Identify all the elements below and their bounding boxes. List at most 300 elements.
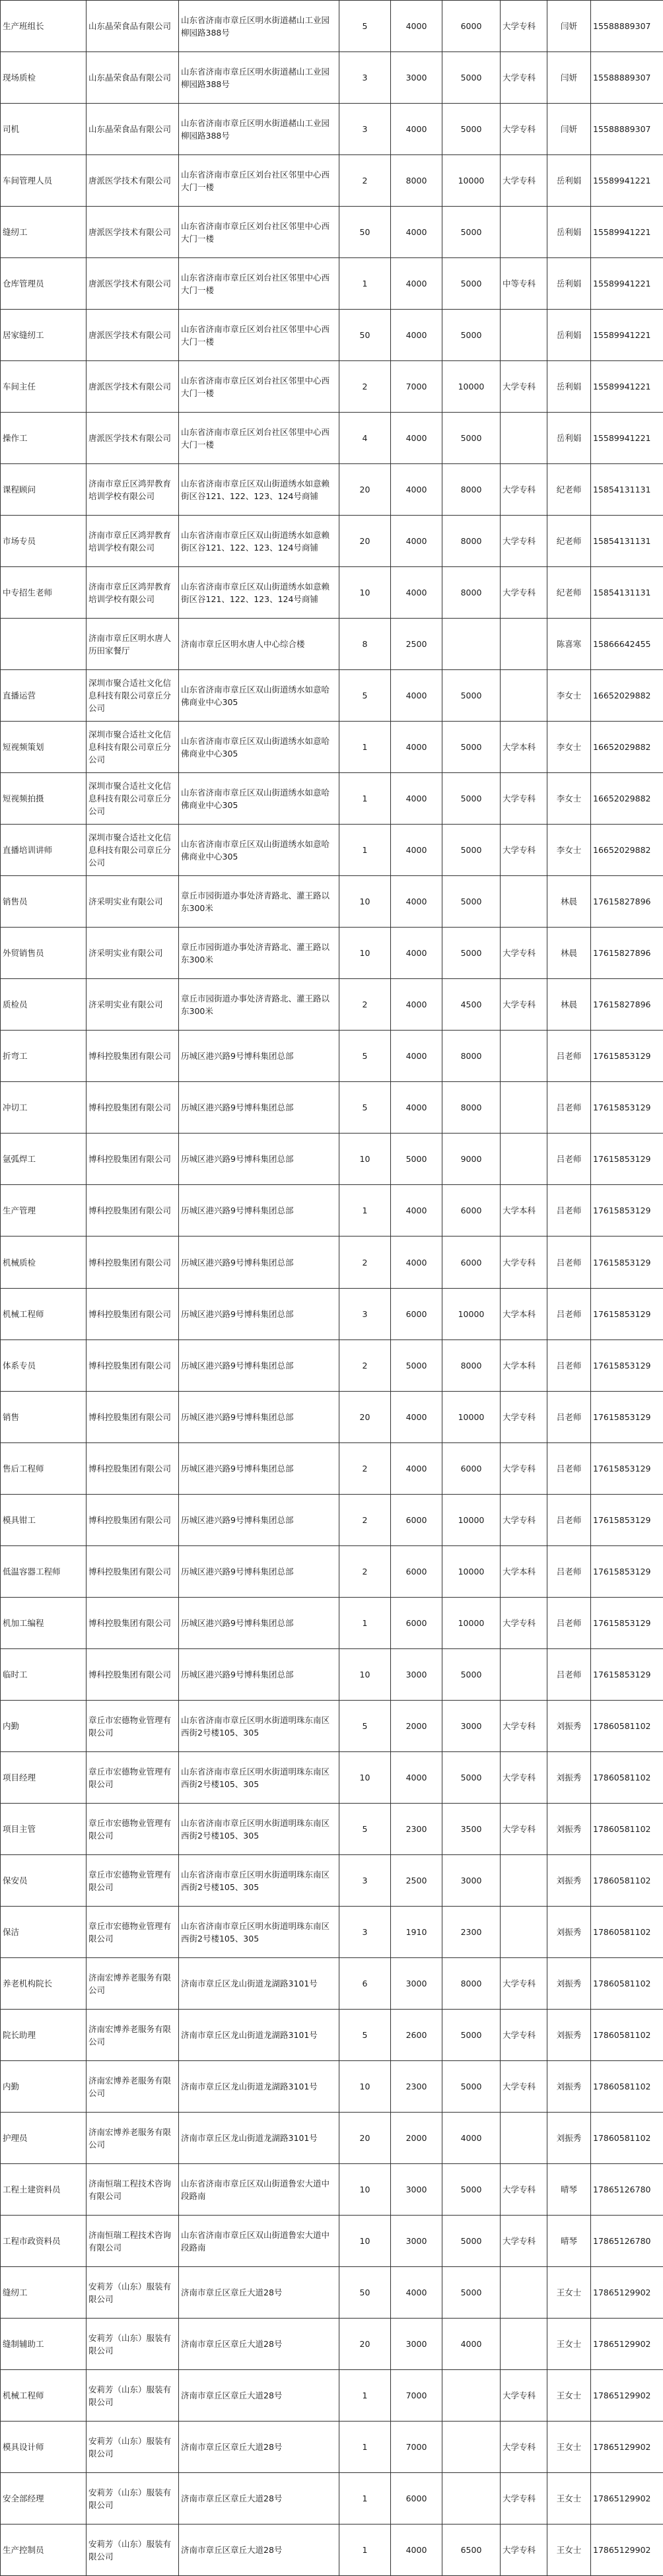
address-cell: 山东省济南市章丘区刘台社区邻里中心西大门一楼 <box>179 310 339 361</box>
position-cell: 短视频拍摄 <box>1 773 87 825</box>
contact-cell: 吕老师 <box>547 1546 591 1598</box>
salary-min-cell: 2600 <box>391 2010 442 2061</box>
table-row <box>1 825 663 876</box>
phone-cell: 15588889307 <box>591 1 663 52</box>
education-cell: 大学专科 <box>501 2061 547 2113</box>
address-cell: 山东省济南市章丘区刘台社区邻里中心西大门一楼 <box>179 207 339 258</box>
position-cell: 院长助理 <box>1 2010 87 2061</box>
phone-cell: 17860581102 <box>591 1855 663 1907</box>
salary-min-cell: 7000 <box>391 2422 442 2473</box>
table-row <box>1 1546 663 1598</box>
count-cell: 3 <box>339 1907 391 1958</box>
education-cell <box>501 876 547 928</box>
education-cell: 中等专科 <box>501 258 547 310</box>
count-cell: 4 <box>339 413 391 464</box>
phone-cell: 17615853129 <box>591 1443 663 1495</box>
company-cell: 安莉芳（山东）服装有限公司 <box>87 2422 179 2473</box>
salary-max-cell: 5000 <box>442 1649 501 1701</box>
salary-min-cell: 4000 <box>391 2525 442 2576</box>
contact-cell: 吕老师 <box>547 1598 591 1649</box>
position-cell: 缝纫工 <box>1 207 87 258</box>
table-row <box>1 1855 663 1907</box>
count-cell: 1 <box>339 2422 391 2473</box>
salary-max-cell: 10000 <box>442 361 501 413</box>
contact-cell: 刘振秀 <box>547 2061 591 2113</box>
phone-cell: 15589941221 <box>591 413 663 464</box>
contact-cell: 李女士 <box>547 670 591 722</box>
education-cell <box>501 2319 547 2370</box>
phone-cell: 17865126780 <box>591 2164 663 2216</box>
salary-max-cell: 5000 <box>442 310 501 361</box>
salary-max-cell: 8000 <box>442 1958 501 2010</box>
phone-cell: 17865129902 <box>591 2267 663 2319</box>
phone-cell: 17615853129 <box>591 1546 663 1598</box>
salary-max-cell: 3000 <box>442 1855 501 1907</box>
position-cell: 冲切工 <box>1 1082 87 1134</box>
company-cell: 济南市章丘区鸿羿教育培训学校有限公司 <box>87 464 179 516</box>
contact-cell: 纪老师 <box>547 516 591 567</box>
phone-cell: 15854131131 <box>591 464 663 516</box>
table-row <box>1 1598 663 1649</box>
position-cell: 养老机构院长 <box>1 1958 87 2010</box>
address-cell: 山东省济南市章丘区双山街道鲁宏大道中段路南 <box>179 2164 339 2216</box>
table-row <box>1 567 663 619</box>
count-cell: 2 <box>339 1495 391 1546</box>
company-cell: 安莉芳（山东）服装有限公司 <box>87 2473 179 2525</box>
salary-max-cell: 9000 <box>442 1134 501 1185</box>
salary-min-cell: 4000 <box>391 104 442 155</box>
salary-min-cell: 4000 <box>391 2267 442 2319</box>
address-cell: 山东省济南市章丘区明水街道赭山工业园柳园路388号 <box>179 104 339 155</box>
position-cell: 车间主任 <box>1 361 87 413</box>
education-cell: 大学专科 <box>501 1804 547 1855</box>
position-cell: 工程土建资料员 <box>1 2164 87 2216</box>
company-cell: 深圳市聚合适社文化信息科技有限公司章丘分公司 <box>87 773 179 825</box>
count-cell: 50 <box>339 2267 391 2319</box>
position-cell: 仓库管理员 <box>1 258 87 310</box>
education-cell: 大学专科 <box>501 1443 547 1495</box>
salary-max-cell: 5000 <box>442 413 501 464</box>
phone-cell: 17615853129 <box>591 1134 663 1185</box>
education-cell: 大学本科 <box>501 1185 547 1237</box>
company-cell: 济南宏博养老服务有限公司 <box>87 2010 179 2061</box>
salary-min-cell: 5000 <box>391 1134 442 1185</box>
address-cell: 济南市章丘区龙山街道龙湖路3101号 <box>179 1958 339 2010</box>
count-cell: 10 <box>339 2164 391 2216</box>
company-cell: 济南市章丘区鸿羿教育培训学校有限公司 <box>87 516 179 567</box>
salary-min-cell: 2000 <box>391 2113 442 2164</box>
table-row <box>1 52 663 104</box>
table-row <box>1 1752 663 1804</box>
contact-cell: 吕老师 <box>547 1495 591 1546</box>
table-row <box>1 773 663 825</box>
table-row <box>1 516 663 567</box>
salary-max-cell: 5000 <box>442 2267 501 2319</box>
position-cell: 生产班组长 <box>1 1 87 52</box>
contact-cell: 岳利娟 <box>547 155 591 207</box>
address-cell: 章丘市园街道办事处济青路北、灌王路以东300米 <box>179 928 339 979</box>
salary-max-cell: 5000 <box>442 876 501 928</box>
count-cell: 10 <box>339 1134 391 1185</box>
count-cell: 20 <box>339 464 391 516</box>
salary-min-cell: 6000 <box>391 2473 442 2525</box>
address-cell: 山东省济南市章丘区刘台社区邻里中心西大门一楼 <box>179 413 339 464</box>
position-cell: 模具钳工 <box>1 1495 87 1546</box>
education-cell: 大学专科 <box>501 1598 547 1649</box>
company-cell: 博科控股集团有限公司 <box>87 1134 179 1185</box>
salary-max-cell <box>442 2422 501 2473</box>
table-row <box>1 1340 663 1392</box>
phone-cell: 17615853129 <box>591 1082 663 1134</box>
position-cell <box>1 619 87 670</box>
salary-max-cell: 8000 <box>442 1340 501 1392</box>
contact-cell: 王女士 <box>547 2525 591 2576</box>
table-row <box>1 464 663 516</box>
table-row <box>1 876 663 928</box>
address-cell: 历城区港兴路9号博科集团总部 <box>179 1598 339 1649</box>
address-cell: 济南市章丘区明水唐人中心综合楼 <box>179 619 339 670</box>
contact-cell: 吕老师 <box>547 1237 591 1289</box>
salary-max-cell: 8000 <box>442 567 501 619</box>
salary-min-cell: 4000 <box>391 1752 442 1804</box>
address-cell: 历城区港兴路9号博科集团总部 <box>179 1392 339 1443</box>
contact-cell: 林晨 <box>547 979 591 1031</box>
education-cell: 大学专科 <box>501 464 547 516</box>
contact-cell: 岳利娟 <box>547 207 591 258</box>
table-row <box>1 104 663 155</box>
address-cell: 山东省济南市章丘区明水街道赭山工业园柳园路388号 <box>179 52 339 104</box>
salary-min-cell: 4000 <box>391 1031 442 1082</box>
table-row <box>1 1907 663 1958</box>
salary-min-cell: 2500 <box>391 619 442 670</box>
position-cell: 生产控制员 <box>1 2525 87 2576</box>
table-row <box>1 979 663 1031</box>
salary-max-cell: 5000 <box>442 670 501 722</box>
salary-max-cell <box>442 619 501 670</box>
position-cell: 生产管理 <box>1 1185 87 1237</box>
phone-cell: 15589941221 <box>591 155 663 207</box>
contact-cell: 岳利娟 <box>547 258 591 310</box>
phone-cell: 17860581102 <box>591 2061 663 2113</box>
salary-min-cell: 3000 <box>391 1649 442 1701</box>
salary-min-cell: 4000 <box>391 516 442 567</box>
phone-cell: 16652029882 <box>591 773 663 825</box>
count-cell: 20 <box>339 516 391 567</box>
count-cell: 2 <box>339 361 391 413</box>
table-row <box>1 1237 663 1289</box>
count-cell: 10 <box>339 1649 391 1701</box>
company-cell: 章丘市宏德物业管理有限公司 <box>87 1752 179 1804</box>
position-cell: 机械工程师 <box>1 1289 87 1340</box>
salary-min-cell: 4000 <box>391 1392 442 1443</box>
address-cell: 山东省济南市章丘区明水街道明珠东南区西街2号楼105、305 <box>179 1701 339 1752</box>
address-cell: 山东省济南市章丘区刘台社区邻里中心西大门一楼 <box>179 155 339 207</box>
address-cell: 山东省济南市章丘区双山街道鲁宏大道中段路南 <box>179 2216 339 2267</box>
salary-max-cell: 6000 <box>442 1185 501 1237</box>
count-cell: 20 <box>339 2319 391 2370</box>
phone-cell: 17615853129 <box>591 1031 663 1082</box>
salary-min-cell: 4000 <box>391 567 442 619</box>
contact-cell: 吕老师 <box>547 1649 591 1701</box>
education-cell <box>501 1082 547 1134</box>
position-cell: 氩弧焊工 <box>1 1134 87 1185</box>
address-cell: 历城区港兴路9号博科集团总部 <box>179 1082 339 1134</box>
education-cell: 大学专科 <box>501 567 547 619</box>
education-cell: 大学专科 <box>501 2422 547 2473</box>
company-cell: 唐派医学技术有限公司 <box>87 207 179 258</box>
company-cell: 博科控股集团有限公司 <box>87 1289 179 1340</box>
address-cell: 历城区港兴路9号博科集团总部 <box>179 1495 339 1546</box>
count-cell: 20 <box>339 1392 391 1443</box>
contact-cell: 闫妍 <box>547 1 591 52</box>
company-cell: 博科控股集团有限公司 <box>87 1546 179 1598</box>
contact-cell: 岳利娟 <box>547 361 591 413</box>
salary-max-cell: 8000 <box>442 464 501 516</box>
salary-min-cell: 3000 <box>391 1958 442 2010</box>
position-cell: 直播培训讲师 <box>1 825 87 876</box>
position-cell: 内勤 <box>1 1701 87 1752</box>
company-cell: 深圳市聚合适社文化信息科技有限公司章丘分公司 <box>87 722 179 773</box>
company-cell: 济南宏博养老服务有限公司 <box>87 1958 179 2010</box>
address-cell: 章丘市园街道办事处济青路北、灌王路以东300米 <box>179 979 339 1031</box>
count-cell: 1 <box>339 2525 391 2576</box>
phone-cell: 15854131131 <box>591 567 663 619</box>
salary-min-cell: 4000 <box>391 310 442 361</box>
position-cell: 工程市政资料员 <box>1 2216 87 2267</box>
position-cell: 操作工 <box>1 413 87 464</box>
count-cell: 1 <box>339 2473 391 2525</box>
salary-min-cell: 4000 <box>391 258 442 310</box>
count-cell: 5 <box>339 1804 391 1855</box>
count-cell: 2 <box>339 1443 391 1495</box>
position-cell: 司机 <box>1 104 87 155</box>
phone-cell: 15854131131 <box>591 516 663 567</box>
company-cell: 章丘市宏德物业管理有限公司 <box>87 1855 179 1907</box>
contact-cell: 刘振秀 <box>547 1855 591 1907</box>
salary-min-cell: 4000 <box>391 1185 442 1237</box>
position-cell: 市场专员 <box>1 516 87 567</box>
salary-min-cell: 4000 <box>391 1237 442 1289</box>
count-cell: 3 <box>339 104 391 155</box>
table-row <box>1 413 663 464</box>
salary-min-cell: 7000 <box>391 2370 442 2422</box>
salary-max-cell: 5000 <box>442 773 501 825</box>
phone-cell: 17860581102 <box>591 1907 663 1958</box>
phone-cell: 17860581102 <box>591 1804 663 1855</box>
table-row <box>1 1031 663 1082</box>
position-cell: 课程顾问 <box>1 464 87 516</box>
phone-cell: 15589941221 <box>591 258 663 310</box>
salary-max-cell: 5000 <box>442 104 501 155</box>
address-cell: 历城区港兴路9号博科集团总部 <box>179 1185 339 1237</box>
company-cell: 博科控股集团有限公司 <box>87 1340 179 1392</box>
contact-cell: 李女士 <box>547 825 591 876</box>
salary-max-cell: 5000 <box>442 52 501 104</box>
salary-max-cell: 5000 <box>442 2216 501 2267</box>
count-cell: 1 <box>339 258 391 310</box>
salary-min-cell: 4000 <box>391 1 442 52</box>
address-cell: 山东省济南市章丘区双山街道绣水如意哈佛商业中心305 <box>179 722 339 773</box>
address-cell: 山东省济南市章丘区双山街道绣水如意赖街区谷121、122、123、124号商铺 <box>179 567 339 619</box>
education-cell: 大学专科 <box>501 928 547 979</box>
contact-cell: 闫妍 <box>547 52 591 104</box>
salary-min-cell: 1910 <box>391 1907 442 1958</box>
education-cell <box>501 1031 547 1082</box>
position-cell: 内勤 <box>1 2061 87 2113</box>
phone-cell: 16652029882 <box>591 722 663 773</box>
salary-max-cell: 6500 <box>442 2525 501 2576</box>
count-cell: 20 <box>339 2113 391 2164</box>
address-cell: 济南市章丘区龙山街道龙湖路3101号 <box>179 2010 339 2061</box>
salary-min-cell: 3000 <box>391 52 442 104</box>
education-cell: 大学专科 <box>501 52 547 104</box>
salary-min-cell: 4000 <box>391 1443 442 1495</box>
phone-cell: 17615853129 <box>591 1598 663 1649</box>
company-cell: 济采明实业有限公司 <box>87 979 179 1031</box>
table-row <box>1 2422 663 2473</box>
count-cell: 5 <box>339 1 391 52</box>
education-cell <box>501 1855 547 1907</box>
count-cell: 10 <box>339 928 391 979</box>
phone-cell: 17860581102 <box>591 2113 663 2164</box>
salary-max-cell: 4000 <box>442 2113 501 2164</box>
count-cell: 1 <box>339 773 391 825</box>
salary-max-cell: 6000 <box>442 1 501 52</box>
contact-cell: 吕老师 <box>547 1392 591 1443</box>
table-row <box>1 1495 663 1546</box>
company-cell: 济采明实业有限公司 <box>87 928 179 979</box>
education-cell: 大学专科 <box>501 1392 547 1443</box>
contact-cell: 闫妍 <box>547 104 591 155</box>
contact-cell: 纪老师 <box>547 567 591 619</box>
address-cell: 山东省济南市章丘区明水街道明珠东南区西街2号楼105、305 <box>179 1804 339 1855</box>
salary-max-cell: 4000 <box>442 2319 501 2370</box>
phone-cell: 17860581102 <box>591 2010 663 2061</box>
job-listing-rows <box>1 1 663 2576</box>
position-cell: 机械工程师 <box>1 2370 87 2422</box>
count-cell: 10 <box>339 2061 391 2113</box>
education-cell <box>501 1907 547 1958</box>
salary-max-cell: 5000 <box>442 258 501 310</box>
salary-min-cell: 6000 <box>391 1546 442 1598</box>
address-cell: 济南市章丘区章丘大道28号 <box>179 2473 339 2525</box>
education-cell: 大学本科 <box>501 1546 547 1598</box>
education-cell: 大学专科 <box>501 979 547 1031</box>
table-row <box>1 2113 663 2164</box>
table-row <box>1 1392 663 1443</box>
address-cell: 山东省济南市章丘区刘台社区邻里中心西大门一楼 <box>179 258 339 310</box>
table-row <box>1 1958 663 2010</box>
position-cell: 机械质检 <box>1 1237 87 1289</box>
phone-cell: 17615827896 <box>591 876 663 928</box>
education-cell: 大学本科 <box>501 1289 547 1340</box>
company-cell: 博科控股集团有限公司 <box>87 1392 179 1443</box>
address-cell: 济南市章丘区龙山街道龙湖路3101号 <box>179 2061 339 2113</box>
salary-min-cell: 4000 <box>391 722 442 773</box>
salary-max-cell: 5000 <box>442 207 501 258</box>
table-row <box>1 1185 663 1237</box>
address-cell: 山东省济南市章丘区双山街道绣水如意哈佛商业中心305 <box>179 670 339 722</box>
education-cell <box>501 2267 547 2319</box>
company-cell: 深圳市聚合适社文化信息科技有限公司章丘分公司 <box>87 825 179 876</box>
table-row <box>1 2473 663 2525</box>
company-cell: 博科控股集团有限公司 <box>87 1031 179 1082</box>
company-cell: 博科控股集团有限公司 <box>87 1443 179 1495</box>
salary-max-cell: 5000 <box>442 928 501 979</box>
address-cell: 历城区港兴路9号博科集团总部 <box>179 1031 339 1082</box>
salary-min-cell: 2500 <box>391 1855 442 1907</box>
table-row <box>1 722 663 773</box>
contact-cell: 刘振秀 <box>547 1907 591 1958</box>
education-cell: 大学专科 <box>501 1701 547 1752</box>
salary-max-cell: 3500 <box>442 1804 501 1855</box>
company-cell: 章丘市宏德物业管理有限公司 <box>87 1907 179 1958</box>
position-cell: 折弯工 <box>1 1031 87 1082</box>
contact-cell: 王女士 <box>547 2319 591 2370</box>
phone-cell: 15588889307 <box>591 52 663 104</box>
position-cell: 护理员 <box>1 2113 87 2164</box>
table-row <box>1 2164 663 2216</box>
salary-max-cell: 10000 <box>442 155 501 207</box>
salary-min-cell: 4000 <box>391 928 442 979</box>
table-row <box>1 928 663 979</box>
address-cell: 历城区港兴路9号博科集团总部 <box>179 1340 339 1392</box>
address-cell: 历城区港兴路9号博科集团总部 <box>179 1289 339 1340</box>
position-cell: 保洁 <box>1 1907 87 1958</box>
count-cell: 50 <box>339 207 391 258</box>
education-cell <box>501 207 547 258</box>
phone-cell: 15588889307 <box>591 104 663 155</box>
salary-min-cell: 2300 <box>391 1804 442 1855</box>
address-cell: 历城区港兴路9号博科集团总部 <box>179 1134 339 1185</box>
salary-min-cell: 5000 <box>391 1340 442 1392</box>
education-cell: 大学专科 <box>501 104 547 155</box>
address-cell: 山东省济南市章丘区明水街道明珠东南区西街2号楼105、305 <box>179 1907 339 1958</box>
company-cell: 深圳市聚合适社文化信息科技有限公司章丘分公司 <box>87 670 179 722</box>
contact-cell: 刘振秀 <box>547 2113 591 2164</box>
education-cell: 大学专科 <box>501 2370 547 2422</box>
education-cell: 大学专科 <box>501 2473 547 2525</box>
company-cell: 博科控股集团有限公司 <box>87 1185 179 1237</box>
salary-max-cell: 10000 <box>442 1598 501 1649</box>
company-cell: 山东晶荣食品有限公司 <box>87 1 179 52</box>
education-cell <box>501 413 547 464</box>
address-cell: 济南市章丘区章丘大道28号 <box>179 2370 339 2422</box>
contact-cell: 吕老师 <box>547 1031 591 1082</box>
position-cell: 临时工 <box>1 1649 87 1701</box>
company-cell: 博科控股集团有限公司 <box>87 1495 179 1546</box>
table-row <box>1 155 663 207</box>
address-cell: 山东省济南市章丘区刘台社区邻里中心西大门一楼 <box>179 361 339 413</box>
phone-cell: 16652029882 <box>591 670 663 722</box>
table-row <box>1 2267 663 2319</box>
table-row <box>1 1289 663 1340</box>
contact-cell: 吕老师 <box>547 1185 591 1237</box>
count-cell: 5 <box>339 2010 391 2061</box>
count-cell: 1 <box>339 1598 391 1649</box>
salary-max-cell: 10000 <box>442 1546 501 1598</box>
phone-cell: 17615853129 <box>591 1340 663 1392</box>
education-cell: 大学专科 <box>501 516 547 567</box>
company-cell: 博科控股集团有限公司 <box>87 1237 179 1289</box>
company-cell: 济南宏博养老服务有限公司 <box>87 2061 179 2113</box>
count-cell: 2 <box>339 1237 391 1289</box>
count-cell: 5 <box>339 670 391 722</box>
phone-cell: 17615827896 <box>591 979 663 1031</box>
company-cell: 济南恒瑞工程技术咨询有限公司 <box>87 2164 179 2216</box>
education-cell: 大学专科 <box>501 2216 547 2267</box>
contact-cell: 吕老师 <box>547 1289 591 1340</box>
